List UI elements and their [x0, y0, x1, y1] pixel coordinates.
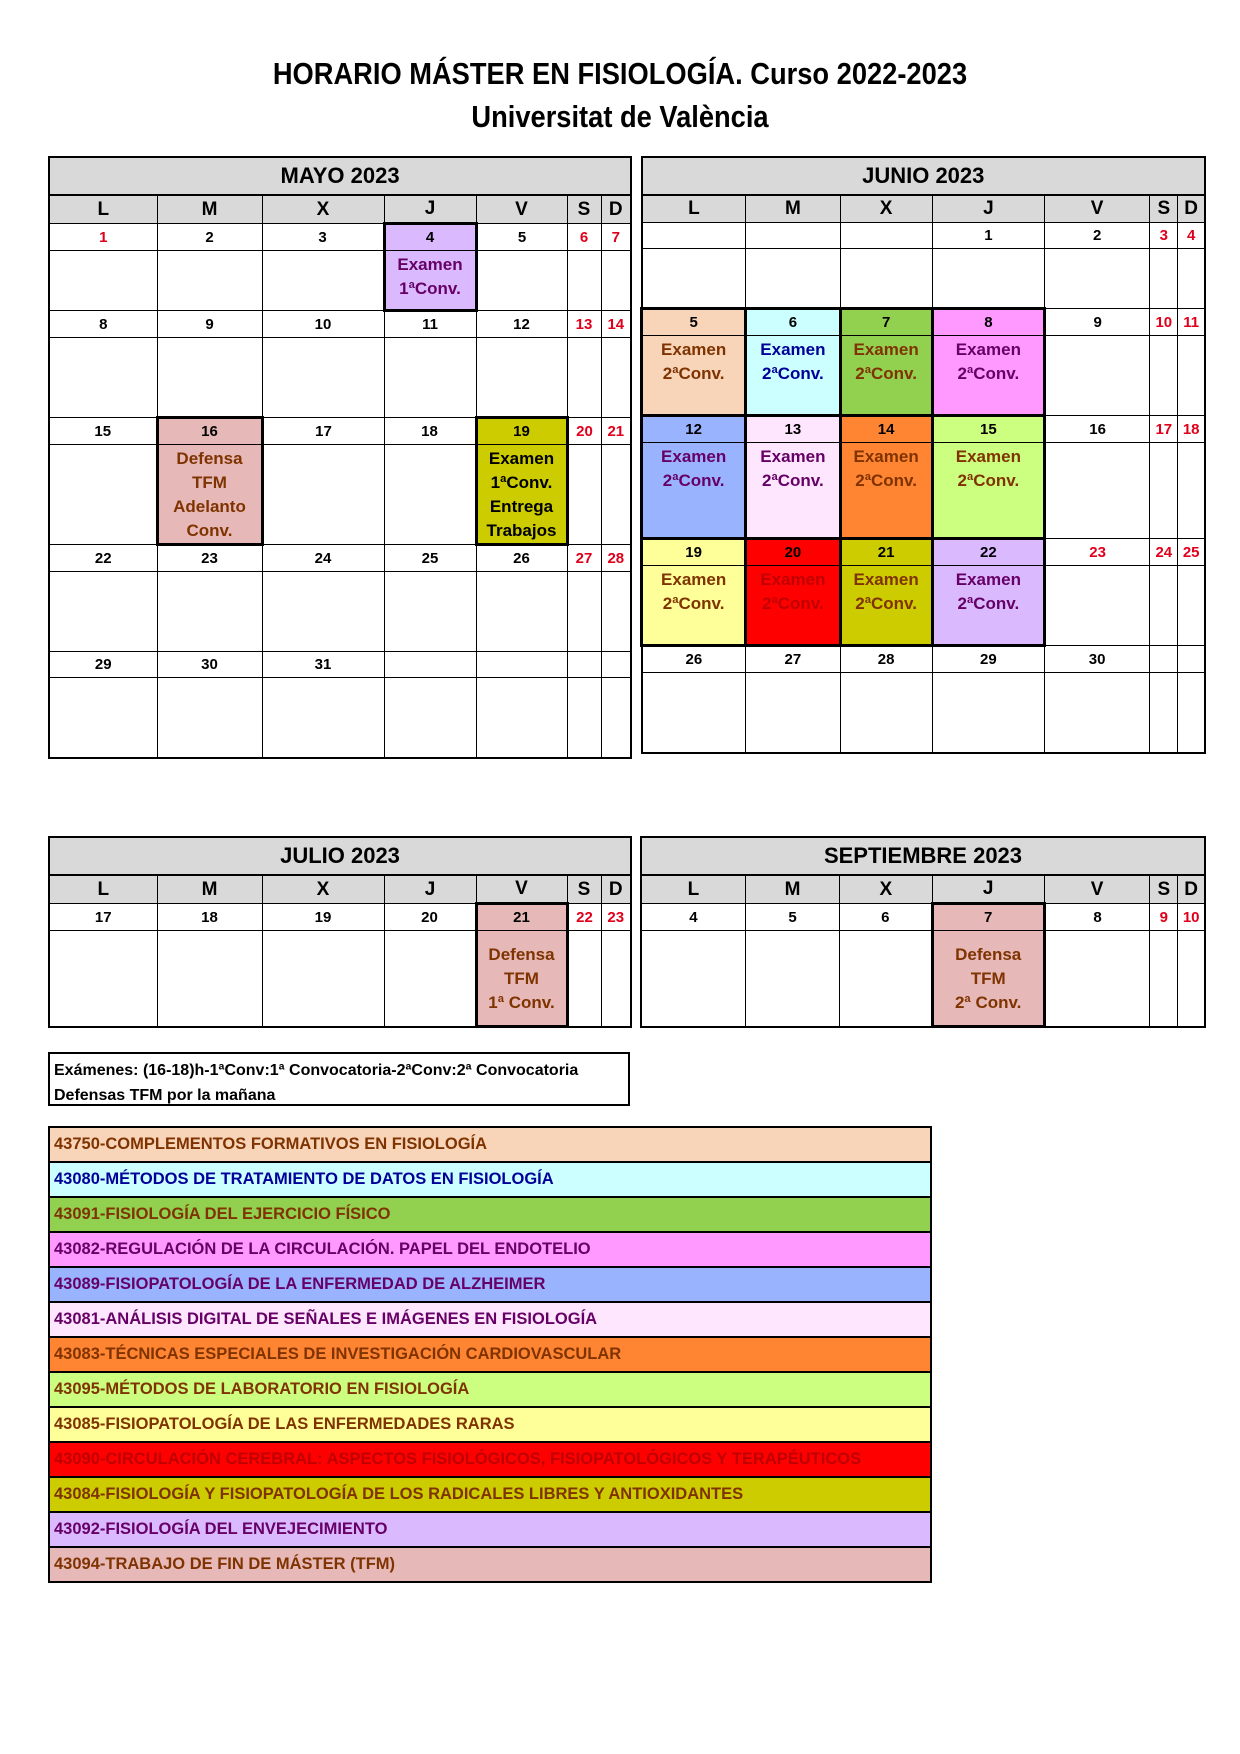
event-text: 2ªConv. — [855, 594, 917, 613]
day-empty-cell — [601, 445, 631, 545]
day-number: 7 — [601, 224, 631, 251]
event-text: 2ªConv. — [957, 471, 1020, 490]
day-event-cell — [746, 566, 840, 646]
day-number: 23 — [601, 904, 631, 931]
weekday-header: J — [384, 875, 476, 904]
legend-row — [49, 1197, 931, 1232]
legend-subject-label: 43089-FISIOPATOLOGÍA DE LA ENFERMEDAD DE ALZHEIMER — [49, 1267, 931, 1302]
day-number: 4 — [384, 224, 476, 251]
day-number: 16 — [157, 418, 262, 445]
day-number: 28 — [840, 646, 932, 673]
day-empty-cell — [476, 338, 567, 418]
day-number: 27 — [746, 646, 840, 673]
day-empty-cell — [641, 931, 745, 1027]
day-number: 10 — [262, 311, 384, 338]
day-empty-cell — [642, 673, 746, 753]
day-number: 22 — [932, 539, 1044, 566]
day-number: 22 — [49, 545, 157, 572]
event-text: 2ªConv. — [957, 594, 1020, 613]
legend-subject-label: 43082-REGULACIÓN DE LA CIRCULACIÓN. PAPEL DEL ENDOTELIO — [49, 1232, 931, 1267]
day-empty-cell — [1150, 931, 1178, 1027]
calendar-junio — [640, 156, 1206, 754]
weekday-header: V — [476, 875, 567, 904]
weekday-header: L — [642, 195, 746, 223]
day-number: 10 — [1178, 904, 1205, 931]
calendar-table — [48, 836, 632, 1028]
day-number: 4 — [641, 904, 745, 931]
legend-subject-label: 43081-ANÁLISIS DIGITAL DE SEÑALES E IMÁGENES EN FISIOLOGÍA — [49, 1302, 931, 1337]
day-number: 5 — [476, 224, 567, 251]
weekday-header: J — [932, 875, 1044, 904]
event-text: 2ªConv. — [662, 471, 725, 490]
day-event-cell — [157, 445, 262, 545]
day-empty-cell — [840, 673, 932, 753]
event-text: 1ª Conv. — [488, 993, 555, 1012]
day-number: 21 — [476, 904, 567, 931]
event-text: 2ªConv. — [662, 364, 725, 383]
day-empty-cell — [840, 249, 932, 309]
day-number: 23 — [157, 545, 262, 572]
day-number: 14 — [840, 416, 932, 443]
day-empty-cell — [476, 678, 567, 758]
day-event-cell — [476, 931, 567, 1027]
day-number: 12 — [476, 311, 567, 338]
weekday-header: S — [567, 195, 601, 224]
day-number: 24 — [262, 545, 384, 572]
day-empty-cell — [932, 673, 1044, 753]
weekday-header: V — [476, 195, 567, 224]
month-title: JULIO 2023 — [49, 837, 631, 875]
day-number: 20 — [384, 904, 476, 931]
day-number: 31 — [262, 652, 384, 678]
day-number: 6 — [746, 309, 840, 336]
day-number — [567, 652, 601, 678]
weekday-header: J — [384, 195, 476, 224]
day-empty-cell — [384, 931, 476, 1027]
notes-box — [48, 1052, 630, 1106]
day-event-cell — [840, 336, 932, 416]
legend-row — [49, 1302, 931, 1337]
weekday-header: X — [840, 195, 932, 223]
day-empty-cell — [1178, 443, 1205, 539]
day-number: 3 — [1150, 223, 1178, 249]
calendar-table — [640, 836, 1206, 1028]
event-text: Examen — [853, 570, 919, 589]
event-text: TFM — [504, 969, 539, 988]
day-number — [1178, 646, 1205, 673]
legend-subject-label: 43083-TÉCNICAS ESPECIALES DE INVESTIGACIÓN CARDIOVASCULAR — [49, 1337, 931, 1372]
weekday-header: V — [1044, 875, 1149, 904]
day-number — [746, 223, 840, 249]
calendar-table — [48, 156, 632, 759]
day-number: 16 — [1045, 416, 1150, 443]
day-empty-cell — [157, 572, 262, 652]
weekday-header: L — [49, 195, 157, 224]
legend-row — [49, 1337, 931, 1372]
event-text: 1ªConv. — [490, 473, 553, 492]
calendar-julio — [48, 836, 630, 1028]
day-empty-cell — [567, 338, 601, 418]
legend-row — [49, 1442, 931, 1477]
day-number: 22 — [567, 904, 601, 931]
day-empty-cell — [49, 445, 157, 545]
day-number: 23 — [1045, 539, 1150, 566]
day-empty-cell — [1150, 249, 1178, 309]
day-number: 30 — [157, 652, 262, 678]
day-empty-cell — [1044, 931, 1149, 1027]
day-event-cell — [642, 336, 746, 416]
legend-row — [49, 1267, 931, 1302]
day-empty-cell — [157, 678, 262, 758]
day-number: 18 — [1178, 416, 1205, 443]
day-empty-cell — [840, 931, 932, 1027]
weekday-header: X — [262, 195, 384, 224]
event-text: 2ªConv. — [762, 471, 824, 490]
day-number: 24 — [1150, 539, 1178, 566]
weekday-header: X — [262, 875, 384, 904]
day-event-cell — [932, 336, 1044, 416]
day-empty-cell — [49, 338, 157, 418]
day-number — [1150, 646, 1178, 673]
day-event-cell — [932, 566, 1044, 646]
legend-subject-label: 43750-COMPLEMENTOS FORMATIVOS EN FISIOLOGÍA — [49, 1127, 931, 1162]
day-empty-cell — [1045, 443, 1150, 539]
weekday-header: M — [746, 195, 840, 223]
weekday-header: D — [1178, 875, 1205, 904]
event-text: 2ªConv. — [957, 364, 1020, 383]
day-number: 8 — [49, 311, 157, 338]
event-text: 2ª Conv. — [954, 993, 1022, 1012]
event-text: 2ªConv. — [662, 594, 725, 613]
legend-row — [49, 1547, 931, 1582]
day-number: 11 — [1178, 309, 1205, 336]
weekday-header: D — [1178, 195, 1205, 223]
day-empty-cell — [567, 931, 601, 1027]
day-number: 7 — [840, 309, 932, 336]
event-text: Entrega — [489, 497, 554, 516]
day-number: 1 — [49, 224, 157, 251]
legend-row — [49, 1407, 931, 1442]
day-number: 26 — [642, 646, 746, 673]
day-empty-cell — [384, 678, 476, 758]
day-empty-cell — [157, 251, 262, 311]
day-number: 15 — [49, 418, 157, 445]
weekday-header: L — [641, 875, 745, 904]
day-empty-cell — [1045, 249, 1150, 309]
day-number — [840, 223, 932, 249]
legend-subject-label: 43095-MÉTODOS DE LABORATORIO EN FISIOLOGÍA — [49, 1372, 931, 1407]
day-number: 25 — [384, 545, 476, 572]
event-text: Examen — [397, 255, 463, 274]
event-text: Examen — [955, 570, 1021, 589]
day-empty-cell — [49, 572, 157, 652]
event-text: Examen — [488, 449, 555, 468]
event-text: 1ªConv. — [399, 279, 461, 298]
event-text: TFM — [192, 473, 227, 492]
legend-row — [49, 1162, 931, 1197]
day-event-cell — [642, 566, 746, 646]
day-number: 13 — [746, 416, 840, 443]
legend-row — [49, 1477, 931, 1512]
weekday-header: D — [601, 195, 631, 224]
day-empty-cell — [1045, 566, 1150, 646]
day-empty-cell — [1045, 336, 1150, 416]
weekday-header: J — [932, 195, 1044, 223]
event-text: Examen — [853, 340, 919, 359]
day-empty-cell — [1178, 336, 1205, 416]
day-empty-cell — [601, 251, 631, 311]
day-event-cell — [384, 251, 476, 311]
event-text: Conv. — [186, 521, 233, 540]
day-number: 28 — [601, 545, 631, 572]
day-number: 21 — [840, 539, 932, 566]
day-empty-cell — [262, 572, 384, 652]
day-empty-cell — [567, 445, 601, 545]
day-empty-cell — [1178, 673, 1205, 753]
day-empty-cell — [746, 673, 840, 753]
legend-subject-label: 43092-FISIOLOGÍA DEL ENVEJECIMIENTO — [49, 1512, 931, 1547]
event-text: Examen — [661, 570, 727, 589]
event-text: Defensa — [176, 449, 243, 468]
day-number: 8 — [932, 309, 1044, 336]
day-event-cell — [932, 931, 1044, 1027]
calendar-mayo — [48, 156, 630, 759]
day-event-cell — [642, 443, 746, 539]
day-number: 29 — [49, 652, 157, 678]
day-number: 20 — [567, 418, 601, 445]
legend-subject-label: 43091-FISIOLOGÍA DEL EJERCICIO FÍSICO — [49, 1197, 931, 1232]
day-number: 19 — [476, 418, 567, 445]
page-subtitle: Universitat de València — [471, 99, 769, 134]
day-number: 11 — [384, 311, 476, 338]
day-empty-cell — [476, 251, 567, 311]
event-text: Examen — [661, 340, 727, 359]
weekday-header: M — [157, 195, 262, 224]
event-text: 2ªConv. — [762, 594, 824, 613]
weekday-header: M — [157, 875, 262, 904]
day-number: 14 — [601, 311, 631, 338]
event-text: Defensa — [955, 945, 1022, 964]
event-text: Examen — [760, 447, 826, 466]
day-empty-cell — [262, 251, 384, 311]
day-empty-cell — [1178, 566, 1205, 646]
day-empty-cell — [746, 249, 840, 309]
day-empty-cell — [1150, 336, 1178, 416]
event-text: TFM — [970, 969, 1006, 988]
day-number: 17 — [262, 418, 384, 445]
day-number: 13 — [567, 311, 601, 338]
subject-legend — [48, 1126, 932, 1583]
day-number: 5 — [642, 309, 746, 336]
weekday-header: L — [49, 875, 157, 904]
day-empty-cell — [262, 931, 384, 1027]
event-text: Examen — [853, 447, 919, 466]
day-empty-cell — [1150, 443, 1178, 539]
legend-row — [49, 1232, 931, 1267]
day-empty-cell — [601, 572, 631, 652]
page-title: HORARIO MÁSTER EN FISIOLOGÍA. Curso 2022-2023 — [272, 56, 968, 91]
day-number: 2 — [1045, 223, 1150, 249]
day-empty-cell — [1178, 931, 1205, 1027]
event-text: 2ªConv. — [855, 471, 917, 490]
event-text: Adelanto — [173, 497, 246, 516]
day-empty-cell — [262, 678, 384, 758]
day-number: 27 — [567, 545, 601, 572]
day-empty-cell — [384, 445, 476, 545]
month-title: SEPTIEMBRE 2023 — [641, 837, 1205, 875]
day-number: 17 — [1150, 416, 1178, 443]
weekday-header: X — [840, 875, 932, 904]
day-event-cell — [746, 336, 840, 416]
day-event-cell — [476, 445, 567, 545]
day-number: 17 — [49, 904, 157, 931]
day-empty-cell — [262, 445, 384, 545]
day-number — [384, 652, 476, 678]
day-empty-cell — [384, 572, 476, 652]
legend-row — [49, 1127, 931, 1162]
day-empty-cell — [49, 931, 157, 1027]
calendar-table — [640, 156, 1206, 754]
day-empty-cell — [1150, 566, 1178, 646]
day-event-cell — [932, 443, 1044, 539]
day-number — [476, 652, 567, 678]
day-number: 2 — [157, 224, 262, 251]
day-empty-cell — [567, 251, 601, 311]
legend-subject-label: 43085-FISIOPATOLOGÍA DE LAS ENFERMEDADES RARAS — [49, 1407, 931, 1442]
weekday-header: D — [601, 875, 631, 904]
day-empty-cell — [476, 572, 567, 652]
day-empty-cell — [49, 678, 157, 758]
day-number: 10 — [1150, 309, 1178, 336]
day-event-cell — [746, 443, 840, 539]
day-number: 21 — [601, 418, 631, 445]
weekday-header: V — [1045, 195, 1150, 223]
day-number: 9 — [1150, 904, 1178, 931]
day-number: 25 — [1178, 539, 1205, 566]
day-number: 4 — [1178, 223, 1205, 249]
day-number — [601, 652, 631, 678]
weekday-header: M — [745, 875, 839, 904]
day-empty-cell — [642, 249, 746, 309]
event-text: 2ªConv. — [855, 364, 917, 383]
legend-subject-label: 43094-TRABAJO DE FIN DE MÁSTER (TFM) — [49, 1547, 931, 1582]
day-number: 18 — [384, 418, 476, 445]
day-number: 6 — [567, 224, 601, 251]
day-number: 7 — [932, 904, 1044, 931]
day-number: 9 — [1045, 309, 1150, 336]
day-number: 18 — [157, 904, 262, 931]
day-empty-cell — [601, 678, 631, 758]
day-empty-cell — [601, 338, 631, 418]
day-empty-cell — [567, 572, 601, 652]
event-text: Trabajos — [486, 521, 557, 540]
month-title: JUNIO 2023 — [642, 157, 1206, 195]
day-number: 3 — [262, 224, 384, 251]
day-empty-cell — [49, 251, 157, 311]
day-number: 26 — [476, 545, 567, 572]
day-empty-cell — [932, 249, 1044, 309]
day-empty-cell — [745, 931, 839, 1027]
day-number: 20 — [746, 539, 840, 566]
day-number: 29 — [932, 646, 1044, 673]
event-text: Examen — [955, 447, 1021, 466]
day-empty-cell — [157, 338, 262, 418]
legend-subject-label: 43084-FISIOLOGÍA Y FISIOPATOLOGÍA DE LOS RADICALES LIBRES Y ANTIOXIDANTES — [49, 1477, 931, 1512]
day-empty-cell — [1178, 249, 1205, 309]
legend-subject-label: 43090-CIRCULACIÓN CEREBRAL: ASPECTOS FISIOLÓGICOS, FISIOPATOLÓGICOS Y TERAPÉUTICOS — [49, 1442, 931, 1477]
event-text: Examen — [760, 340, 826, 359]
day-empty-cell — [601, 931, 631, 1027]
day-empty-cell — [1045, 673, 1150, 753]
day-empty-cell — [262, 338, 384, 418]
day-empty-cell — [384, 338, 476, 418]
day-number: 19 — [642, 539, 746, 566]
day-number: 15 — [932, 416, 1044, 443]
day-number: 6 — [840, 904, 932, 931]
day-number: 9 — [157, 311, 262, 338]
day-number: 30 — [1045, 646, 1150, 673]
month-title: MAYO 2023 — [49, 157, 631, 195]
legend-row — [49, 1512, 931, 1547]
day-number: 8 — [1044, 904, 1149, 931]
event-text: 2ªConv. — [762, 364, 824, 383]
legend-subject-label: 43080-MÉTODOS DE TRATAMIENTO DE DATOS EN FISIOLOGÍA — [49, 1162, 931, 1197]
day-empty-cell — [567, 678, 601, 758]
weekday-header: S — [567, 875, 601, 904]
calendar-septiembre — [640, 836, 1206, 1028]
day-number: 12 — [642, 416, 746, 443]
day-event-cell — [840, 443, 932, 539]
day-number: 19 — [262, 904, 384, 931]
day-number: 5 — [745, 904, 839, 931]
event-text: Examen — [661, 447, 727, 466]
day-number — [642, 223, 746, 249]
event-text: Examen — [955, 340, 1021, 359]
note-defenses: Defensas TFM por la mañana — [54, 1087, 276, 1104]
legend-row — [49, 1372, 931, 1407]
day-empty-cell — [157, 931, 262, 1027]
day-empty-cell — [1150, 673, 1178, 753]
weekday-header: S — [1150, 195, 1178, 223]
day-number: 1 — [932, 223, 1044, 249]
day-event-cell — [840, 566, 932, 646]
event-text: Examen — [760, 570, 826, 589]
weekday-header: S — [1150, 875, 1178, 904]
note-exams: Exámenes: (16-18)h-1ªConv:1ª Convocatoria-2ªConv:2ª Convocatoria — [54, 1062, 579, 1079]
event-text: Defensa — [488, 945, 555, 964]
